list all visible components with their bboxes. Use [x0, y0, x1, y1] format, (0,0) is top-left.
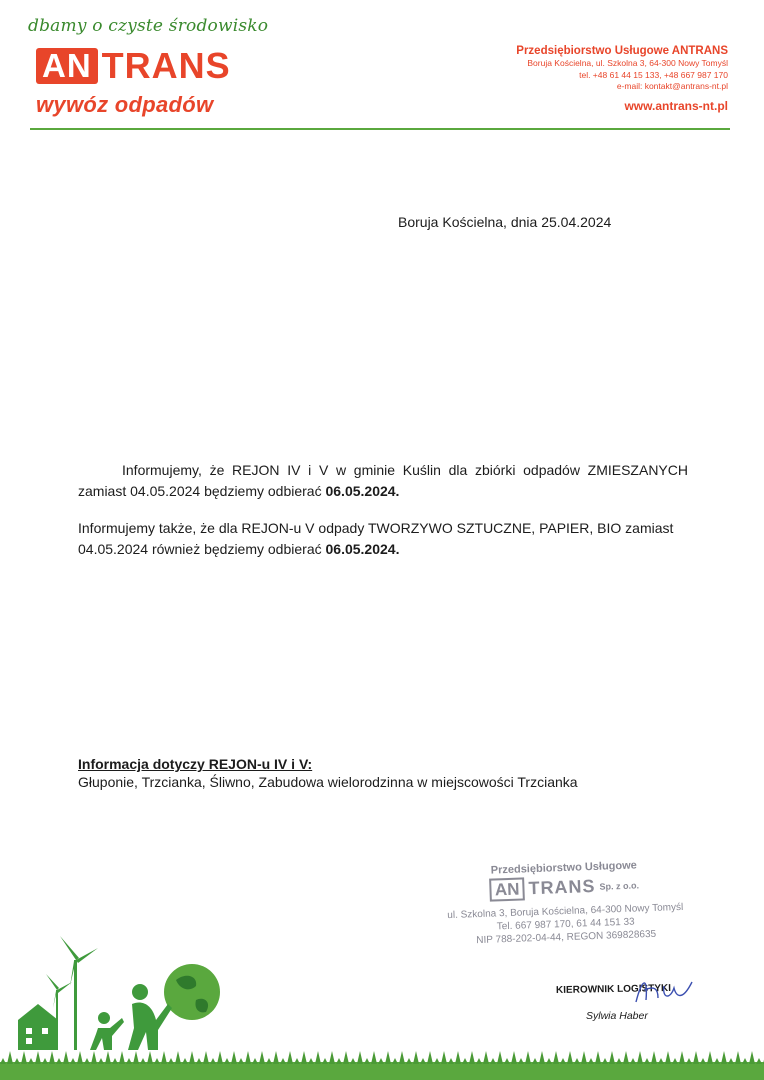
stamp-logo-rest: TRANS [528, 875, 596, 899]
handwritten-signature [630, 968, 700, 1013]
logo-subtitle: wywóz odpadów [36, 92, 214, 117]
company-name: Przedsiębiorstwo Usługowe ANTRANS [516, 45, 728, 57]
stamp-suffix: Sp. z o.o. [599, 879, 640, 892]
stamp-address: ul. Szkolna 3, Boruja Kościelna, 64-300 Nowy Tomyśl [447, 901, 684, 922]
company-phone: tel. +48 61 44 15 133, +48 667 987 170 [579, 69, 728, 80]
paragraph-2-date: 06.05.2024. [325, 541, 400, 557]
signatory-name: Sylwia Haber [586, 1010, 648, 1022]
info-heading: Informacja dotyczy REJON-u IV i V: [78, 756, 313, 772]
paragraph-1 [78, 460, 688, 502]
paragraph-2 [78, 518, 688, 560]
signatory-role: KIEROWNIK LOGISTYKI [555, 982, 672, 997]
company-address: Boruja Kościelna, ul. Szkolna 3, 64-300 Nowy Tomyśl [527, 58, 728, 68]
paragraph-2-text: Informujemy także, że dla REJON-u V odpady TWORZYWO SZTUCZNE, PAPIER, BIO zamiast 04.05.2024 również będziemy odbierać [78, 520, 674, 557]
company-logo [36, 45, 231, 86]
place-date: Boruja Kościelna, dnia 25.04.2024 [398, 214, 612, 230]
grass-border [0, 1042, 764, 1080]
tagline: dbamy o czyste środowisko [28, 16, 269, 36]
eco-illustration [0, 930, 240, 1050]
company-stamp [439, 858, 692, 949]
company-info [516, 44, 728, 113]
stamp-phone: Tel. 667 987 170, 61 44 151 33 [496, 916, 635, 933]
company-email: e-mail: kontakt@antrans-nt.pl [616, 81, 728, 91]
paragraph-1-date: 06.05.2024. [325, 483, 400, 499]
logo-box-text: AN [36, 48, 98, 84]
company-website[interactable]: www.antrans-nt.pl [624, 98, 728, 113]
info-text: Głuponie, Trzcianka, Śliwno, Zabudowa wielorodzinna w miejscowości Trzcianka [78, 774, 578, 790]
stamp-logo-box: AN [490, 877, 525, 901]
logo-rest-text: TRANS [101, 45, 231, 86]
stamp-ids: NIP 788-202-04-44, REGON 369828635 [476, 928, 657, 947]
paragraph-1-text: Informujemy, że REJON IV i V w gminie Kuślin dla zbiórki odpadów ZMIESZANYCH zamiast 04.05.2024 będziemy odbierać [78, 462, 688, 499]
header-divider [30, 128, 730, 130]
stamp-line1: Przedsiębiorstwo Usługowe [490, 859, 637, 877]
